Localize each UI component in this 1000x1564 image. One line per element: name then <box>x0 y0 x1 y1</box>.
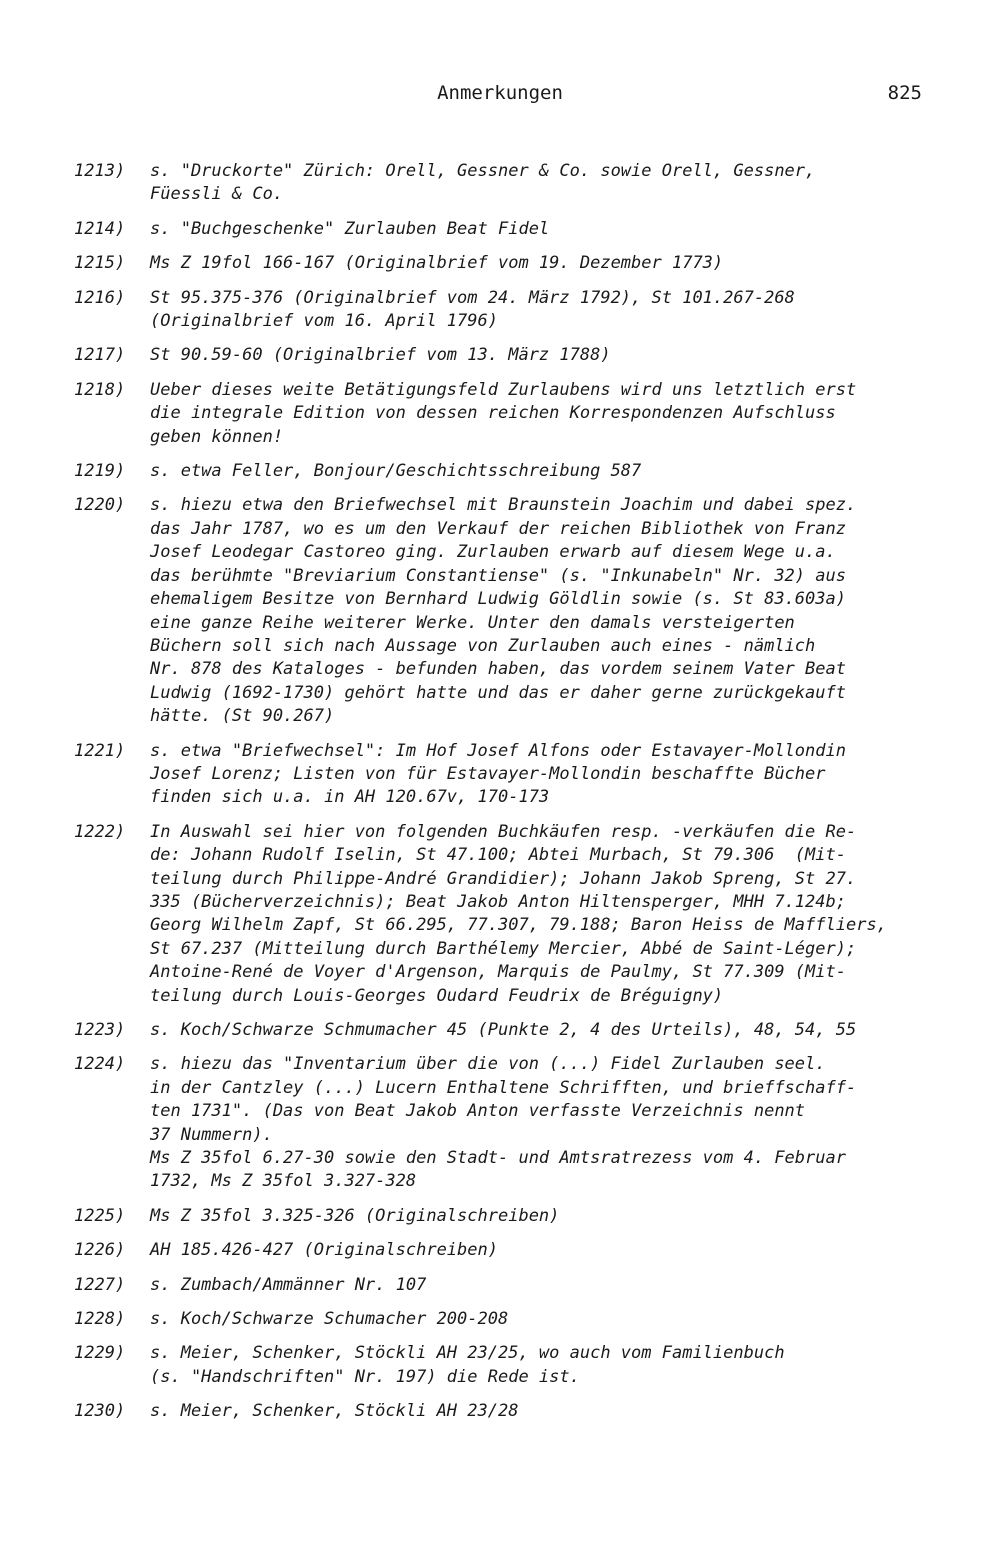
endnote-line: s. Meier, Schenker, Stöckli AH 23/28 <box>150 1401 519 1422</box>
endnote-line: Ludwig (1692-1730) gehört hatte und das er daher gerne zurückgekauft <box>150 682 846 703</box>
endnote <box>74 1019 954 1042</box>
endnote-number: 1220) <box>74 495 126 516</box>
endnote-number: 1216) <box>74 287 126 308</box>
endnote-line: St 95.375-376 (Originalbrief vom 24. März 1792), St 101.267-268 <box>150 287 795 308</box>
endnote-line: die integrale Edition von dessen reichen Korrespondenzen Aufschluss <box>150 403 836 424</box>
endnote-line: in der Cantzley (...) Lucern Enthaltene Schrifften, und brieffschaff- <box>150 1077 857 1098</box>
endnote <box>74 160 954 207</box>
endnote-number: 1230) <box>74 1401 126 1422</box>
endnote-line: 335 (Bücherverzeichnis); Beat Jakob Anton Hiltensperger, MHH 7.124b; <box>150 891 846 912</box>
endnote-text <box>150 1342 950 1389</box>
endnote-text <box>150 740 950 810</box>
endnote <box>74 821 954 1008</box>
endnote-number: 1221) <box>74 740 126 761</box>
endnote-line: das Jahr 1787, wo es um den Verkauf der reichen Bibliothek von Franz <box>150 518 846 539</box>
endnote-line: teilung durch Louis-Georges Oudard Feudrix de Bréguigny) <box>150 985 724 1006</box>
endnote-line: AH 185.426-427 (Originalschreiben) <box>150 1240 498 1261</box>
endnote <box>74 1308 954 1331</box>
endnote-line: ehemaligem Besitze von Bernhard Ludwig Göldlin sowie (s. St 83.603a) <box>150 589 846 610</box>
endnote-line: Ms Z 35fol 3.325-326 (Originalschreiben) <box>150 1205 560 1226</box>
endnote-number: 1214) <box>74 218 126 239</box>
endnote <box>74 1342 954 1389</box>
endnote-line: geben können! <box>150 426 284 447</box>
endnote-line: Georg Wilhelm Zapf, St 66.295, 77.307, 79.188; Baron Heiss de Maffliers, <box>150 915 887 936</box>
endnote-line: Josef Leodegar Castoreo ging. Zurlauben erwarb auf diesem Wege u.a. <box>150 542 836 563</box>
endnote-line: das berühmte "Breviarium Constantiense" (s. "Inkunabeln" Nr. 32) aus <box>150 565 846 586</box>
endnote <box>74 1053 954 1193</box>
endnote-line: s. etwa "Briefwechsel": Im Hof Josef Alfons oder Estavayer-Mollondin <box>150 740 846 761</box>
endnote <box>74 494 954 728</box>
endnote-text <box>150 460 950 483</box>
endnote-number: 1226) <box>74 1240 126 1261</box>
endnote-line: (s. "Handschriften" Nr. 197) die Rede ist. <box>150 1366 580 1387</box>
endnote-line: s. hiezu etwa den Briefwechsel mit Braunstein Joachim und dabei spez. <box>150 495 857 516</box>
endnote-line: Ueber dieses weite Betätigungsfeld Zurlaubens wird uns letztlich erst <box>150 379 857 400</box>
endnote <box>74 344 954 367</box>
endnote <box>74 218 954 241</box>
endnote <box>74 252 954 275</box>
endnote-line: Nr. 878 des Kataloges - befunden haben, das vordem seinem Vater Beat <box>150 659 846 680</box>
endnote-number: 1223) <box>74 1020 126 1040</box>
endnote-line: Ms Z 19fol 166-167 (Originalbrief vom 19. Dezember 1773) <box>150 253 724 274</box>
endnote-line: 37 Nummern). <box>150 1124 273 1145</box>
endnote-text <box>150 1400 950 1423</box>
endnote-number: 1222) <box>74 821 126 842</box>
endnote <box>74 1205 954 1228</box>
endnote-line: ten 1731". (Das von Beat Jakob Anton verfasste Verzeichnis nennt <box>150 1101 806 1122</box>
endnote <box>74 740 954 810</box>
endnote-line: s. hiezu das "Inventarium über die von (...) Fidel Zurlauben seel. <box>150 1054 826 1075</box>
endnote-line: s. Zumbach/Ammänner Nr. 107 <box>150 1274 427 1295</box>
endnote-line: Antoine-René de Voyer d'Argenson, Marquis de Paulmy, St 77.309 (Mit- <box>150 962 846 983</box>
endnote-number: 1219) <box>74 461 126 482</box>
endnote-number: 1215) <box>74 253 126 274</box>
endnote-number: 1217) <box>74 345 126 366</box>
endnote-text <box>150 1308 950 1331</box>
endnote-line: Ms Z 35fol 6.27-30 sowie den Stadt- und Amtsratrezess vom 4. Februar <box>150 1148 846 1169</box>
endnote-line: s. etwa Feller, Bonjour/Geschichtsschreibung 587 <box>150 461 642 482</box>
endnote-line: (Originalbrief vom 16. April 1796) <box>150 311 498 332</box>
endnote-text <box>150 252 950 275</box>
endnote-text <box>150 379 950 449</box>
endnote-line: 1732, Ms Z 35fol 3.327-328 <box>150 1171 417 1192</box>
endnote <box>74 460 954 483</box>
endnote-text <box>150 1053 950 1193</box>
endnote-number: 1218) <box>74 379 126 400</box>
endnote-text <box>150 344 950 367</box>
page-number: 825 <box>887 82 922 104</box>
endnote-text <box>150 160 950 207</box>
endnote-number: 1229) <box>74 1343 126 1364</box>
endnote-line: teilung durch Philippe-André Grandidier); Johann Jakob Spreng, St 27. <box>150 868 857 889</box>
endnote-line: s. Koch/Schwarze Schumacher 200-208 <box>150 1309 509 1330</box>
endnote <box>74 1400 954 1423</box>
endnote-text <box>150 494 950 728</box>
endnotes-list <box>74 160 954 1435</box>
endnote-line: hätte. (St 90.267) <box>150 706 335 727</box>
endnote-line: s. Meier, Schenker, Stöckli AH 23/25, wo auch vom Familienbuch <box>150 1343 785 1364</box>
endnote-text <box>150 1239 950 1262</box>
endnote-line: In Auswahl sei hier von folgenden Buchkäufen resp. -verkäufen die Re- <box>150 821 857 842</box>
endnote-text <box>150 1205 950 1228</box>
endnote-line: St 67.237 (Mitteilung durch Barthélemy Mercier, Abbé de Saint-Léger); <box>150 938 857 959</box>
endnote-line: s. "Buchgeschenke" Zurlauben Beat Fidel <box>150 218 550 239</box>
endnote <box>74 379 954 449</box>
endnote-text <box>150 218 950 241</box>
endnote-line: finden sich u.a. in AH 120.67v, 170-173 <box>150 787 550 808</box>
endnote-line: s. "Druckorte" Zürich: Orell, Gessner & Co. sowie Orell, Gessner, <box>150 161 816 181</box>
endnote-line: Füessli & Co. <box>150 184 284 205</box>
endnote-text <box>150 1274 950 1297</box>
endnote-line: St 90.59-60 (Originalbrief vom 13. März 1788) <box>150 345 611 366</box>
page-header <box>0 82 1000 110</box>
endnote <box>74 1239 954 1262</box>
endnote-number: 1228) <box>74 1309 126 1330</box>
endnote-line: Josef Lorenz; Listen von für Estavayer-Mollondin beschaffte Bücher <box>150 763 826 784</box>
endnote-text <box>150 287 950 334</box>
endnote-number: 1227) <box>74 1274 126 1295</box>
endnote <box>74 287 954 334</box>
endnote-number: 1225) <box>74 1205 126 1226</box>
endnote-line: Büchern soll sich nach Aussage von Zurlauben auch eines - nämlich <box>150 635 816 656</box>
endnote-line: de: Johann Rudolf Iselin, St 47.100; Abtei Murbach, St 79.306 (Mit- <box>150 845 846 866</box>
endnote <box>74 1274 954 1297</box>
endnote-line: eine ganze Reihe weiterer Werke. Unter den damals versteigerten <box>150 612 795 633</box>
endnote-text <box>150 1019 950 1042</box>
endnote-number: 1213) <box>74 161 126 181</box>
endnote-text <box>150 821 950 1008</box>
endnote-number: 1224) <box>74 1054 126 1075</box>
endnote-line: s. Koch/Schwarze Schmumacher 45 (Punkte 2, 4 des Urteils), 48, 54, 55 <box>150 1020 857 1040</box>
running-title: Anmerkungen <box>437 82 563 104</box>
